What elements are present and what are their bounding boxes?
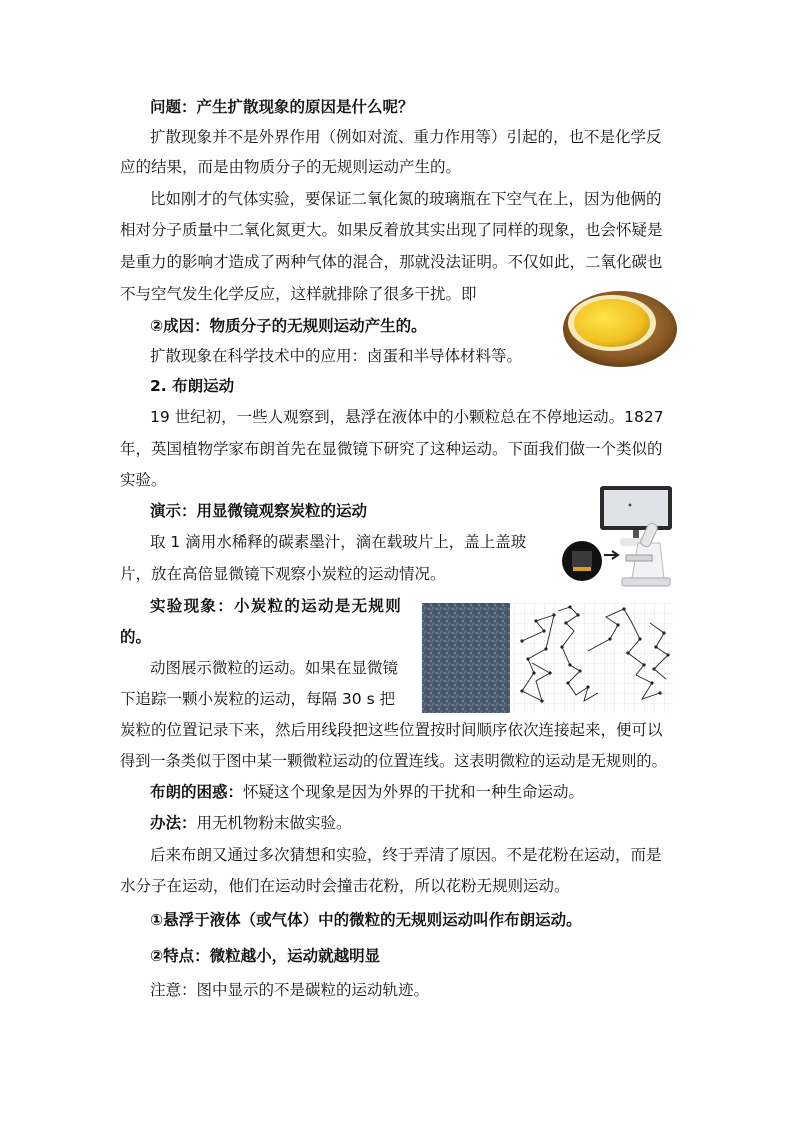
paragraph-line: 下追踪一颗小炭粒的运动，每隔 30 s 把 — [120, 690, 396, 708]
paragraph-line: 是重力的影响才造成了两种气体的混合，那就没法证明。不仅如此，二氧化碳也 — [120, 253, 663, 271]
method-text: 用无机物粉末做实验。 — [196, 814, 352, 832]
puzzle-text: 怀疑这个现象是因为外界的干扰和一种生命运动。 — [243, 783, 585, 801]
paragraph-line: 应的结果，而是由物质分子的无规则运动产生的。 — [120, 158, 462, 176]
question-heading: 问题：产生扩散现象的原因是什么呢？ — [150, 98, 414, 116]
method-line — [150, 813, 352, 833]
demo-heading: 演示：用显微镜观察炭粒的运动 — [150, 502, 368, 520]
puzzle-line — [150, 782, 584, 802]
paragraph-line: 实验。 — [120, 471, 167, 489]
paragraph-line: 年，英国植物学家布朗首先在显微镜下研究了这种运动。下面我们做一个类似的 — [120, 440, 663, 458]
trajectory-grid-image — [514, 603, 673, 713]
paragraph-line: 片，放在高倍显微镜下观察小炭粒的运动情况。 — [120, 565, 446, 583]
experiment-heading-cont: 的。 — [120, 628, 152, 646]
paragraph-line: 得到一条类似于图中某一颗微粒运动的位置连线。这表明微粒的运动是无规则的。 — [120, 752, 667, 770]
feature-line: ②特点：微粒越小，运动就越明显 — [150, 947, 381, 965]
note-line: 注意：图中显示的不是碳粒的运动轨迹。 — [150, 981, 430, 999]
paragraph-line: 动图展示微粒的运动。如果在显微镜 — [150, 659, 399, 677]
cause-heading: ②成因：物质分子的无规则运动产生的。 — [150, 317, 427, 335]
paragraph-line: 相对分子质量中二氧化氮更大。如果反着放其实出现了同样的现象，也会怀疑是 — [120, 221, 663, 239]
section-heading: 2. 布朗运动 — [150, 377, 235, 395]
paragraph-line: 扩散现象并不是外界作用（例如对流、重力作用等）引起的，也不是化学反 — [150, 128, 662, 146]
particle-noise-image — [422, 603, 510, 713]
method-label: 办法： — [150, 814, 197, 832]
microscope-photo — [560, 483, 678, 589]
paragraph-line: 后来布朗又通过多次猜想和实验，终于弄清了原因。不是花粉在运动，而是 — [150, 846, 662, 864]
paragraph-line: 19 世纪初，一些人观察到，悬浮在液体中的小颗粒总在不停地运动。1827 — [150, 408, 664, 426]
paragraph-line: 取 1 滴用水稀释的碳素墨汁，滴在载玻片上，盖上盖玻 — [150, 533, 527, 551]
paragraph-line: 炭粒的位置记录下来，然后用线段把这些位置按时间顺序依次连接起来，便可以 — [120, 721, 663, 739]
experiment-heading: 实验现象：小炭粒的运动是无规则 — [150, 597, 403, 615]
paragraph-line: 扩散现象在科学技术中的应用：卤蛋和半导体材料等。 — [150, 347, 523, 365]
egg-photo — [560, 287, 678, 369]
paragraph-line: 不与空气发生化学反应，这样就排除了很多干扰。即 — [120, 285, 477, 303]
puzzle-label: 布朗的困惑： — [150, 783, 244, 801]
paragraph-line: 比如刚才的气体实验，要保证二氧化氮的玻璃瓶在下空气在上，因为他俩的 — [150, 190, 662, 208]
definition-line: ①悬浮于液体（或气体）中的微粒的无规则运动叫作布朗运动。 — [150, 911, 582, 929]
paragraph-line: 水分子在运动，他们在运动时会撞击花粉，所以花粉无规则运动。 — [120, 877, 570, 895]
